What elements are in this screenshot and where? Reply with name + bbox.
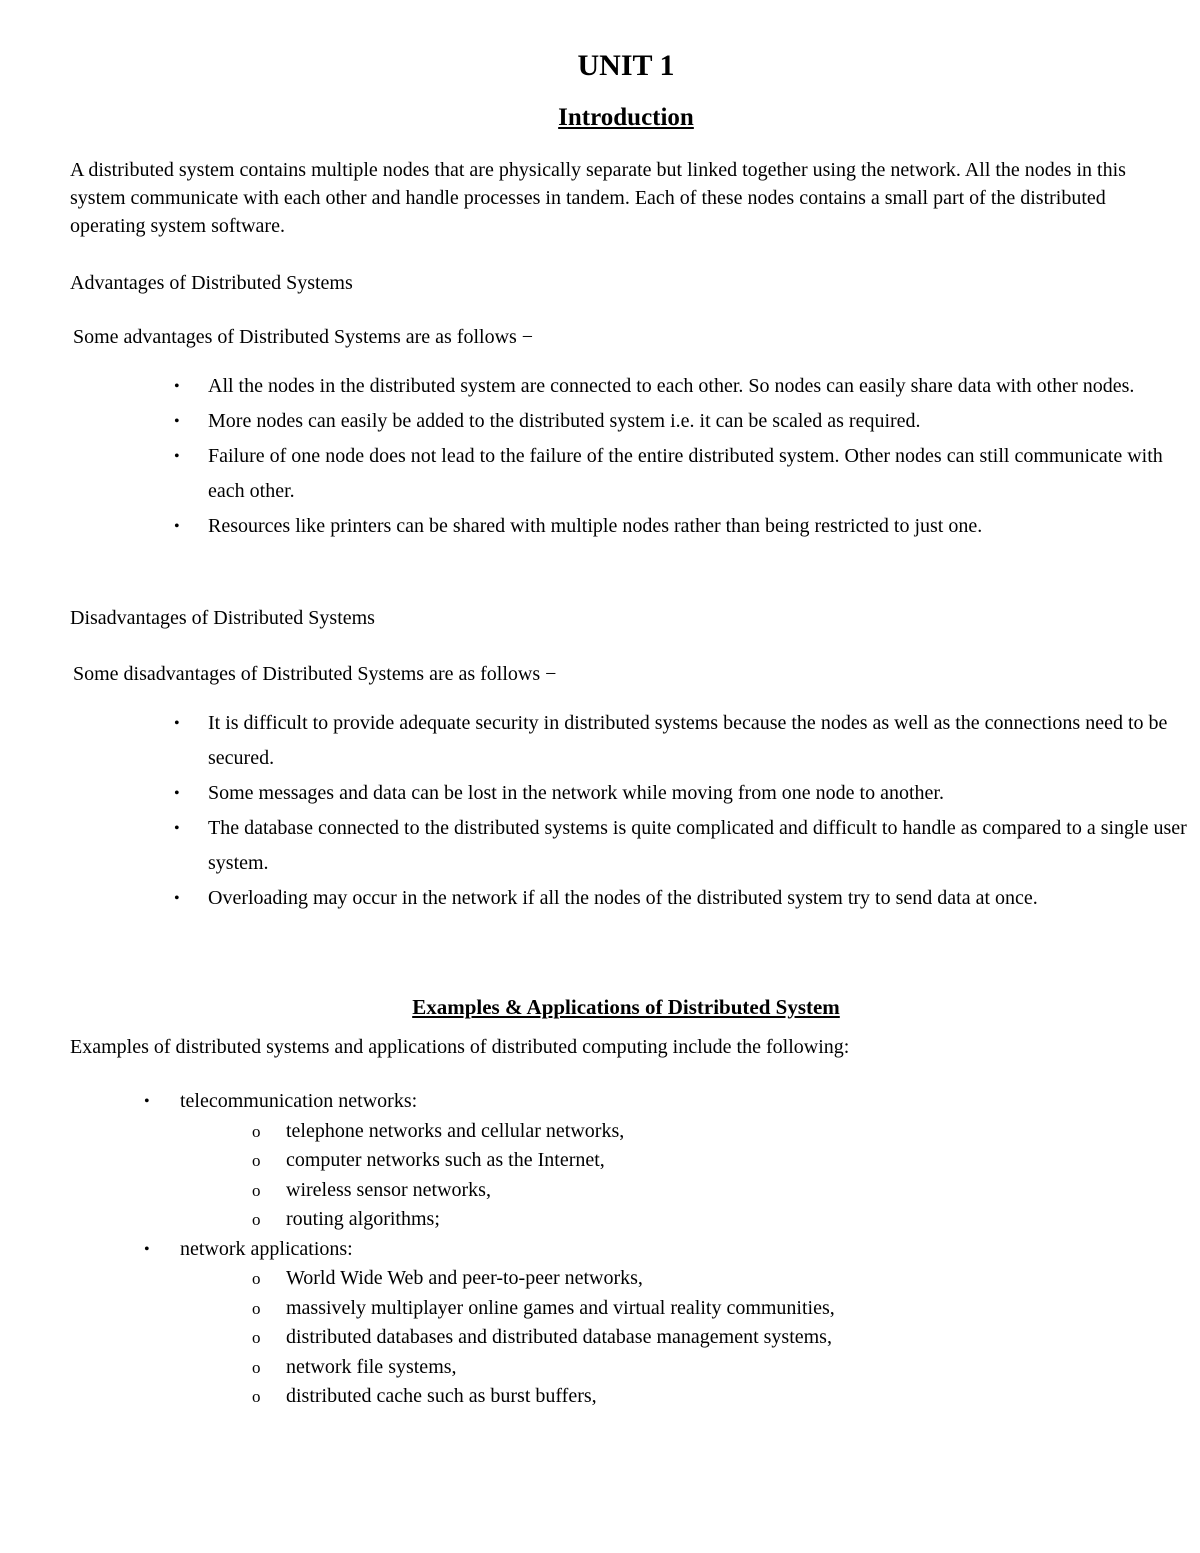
examples-lead: Examples of distributed systems and applications of distributed computing include the following:: [70, 1036, 850, 1058]
circle-bullet-icon: o: [252, 1357, 261, 1377]
sub-list-item: o routing algorithms;: [286, 1205, 1160, 1235]
circle-bullet-icon: o: [252, 1210, 261, 1229]
unit-title: UNIT 1: [577, 49, 675, 82]
group-label: telecommunication networks:: [180, 1090, 418, 1112]
sub-list-item: o distributed cache such as burst buffers,: [286, 1382, 1160, 1412]
sub-list: [180, 1264, 1160, 1412]
list-item: • More nodes can easily be added to the distributed system i.e. it can be scaled as required.: [208, 404, 1188, 439]
sub-list-item: o telephone networks and cellular networks,: [286, 1117, 1160, 1147]
circle-bullet-icon: o: [252, 1151, 261, 1170]
bullet-icon: •: [174, 715, 180, 732]
sub-list-item: o network file systems,: [286, 1353, 1160, 1383]
bullet-icon: •: [174, 820, 180, 837]
sub-list: [180, 1117, 1160, 1235]
bullet-icon: •: [144, 1093, 150, 1110]
list-item: • The database connected to the distributed systems is quite complicated and difficult to handle as compared to a single user system.: [208, 811, 1188, 881]
advantages-list: [174, 369, 1188, 544]
bullet-icon: •: [174, 448, 180, 465]
bullet-icon: •: [174, 518, 180, 535]
group-label: network applications:: [180, 1237, 353, 1260]
advantages-heading: Advantages of Distributed Systems: [70, 272, 353, 294]
sub-list-item: o distributed databases and distributed database management systems,: [286, 1323, 1160, 1353]
sub-list-item: o World Wide Web and peer-to-peer networks,: [286, 1264, 1160, 1294]
bullet-icon: •: [174, 378, 180, 395]
circle-bullet-icon: o: [252, 1328, 261, 1347]
advantages-lead: Some advantages of Distributed Systems are as follows −: [73, 326, 534, 348]
disadvantages-lead: Some disadvantages of Distributed Systems are as follows −: [73, 663, 557, 685]
circle-bullet-icon: o: [252, 1298, 261, 1318]
list-item: [144, 1235, 1160, 1412]
examples-heading: Examples & Applications of Distributed System: [412, 995, 840, 1019]
bullet-icon: •: [144, 1240, 150, 1258]
list-item: • All the nodes in the distributed system are connected to each other. So nodes can easily share data with other nodes.: [208, 369, 1188, 404]
circle-bullet-icon: o: [252, 1121, 261, 1141]
bullet-icon: •: [174, 413, 180, 430]
introduction-heading: Introduction: [558, 104, 694, 131]
intro-paragraph: A distributed system contains multiple nodes that are physically separate but linked together using the network. All the nodes in this system communicate with each other and handle processes in tandem. Each of these nodes contains a small part of the distributed operating system software.: [70, 159, 1126, 237]
list-item: • Overloading may occur in the network if all the nodes of the distributed system try to send data at once.: [208, 881, 1188, 916]
sub-list-item: o computer networks such as the Internet,: [286, 1146, 1160, 1176]
disadvantages-heading: Disadvantages of Distributed Systems: [70, 607, 375, 629]
circle-bullet-icon: o: [252, 1387, 261, 1406]
bullet-icon: •: [174, 890, 180, 907]
list-item: • Some messages and data can be lost in the network while moving from one node to another.: [208, 776, 1188, 811]
circle-bullet-icon: o: [252, 1269, 261, 1288]
circle-bullet-icon: o: [252, 1180, 261, 1200]
list-item: • Failure of one node does not lead to the failure of the entire distributed system. Other nodes can still communicate with each other.: [208, 439, 1188, 509]
examples-list: [144, 1087, 1160, 1412]
sub-list-item: o wireless sensor networks,: [286, 1176, 1160, 1206]
bullet-icon: •: [174, 785, 180, 802]
sub-list-item: o massively multiplayer online games and virtual reality communities,: [286, 1294, 1160, 1324]
disadvantages-list: [174, 706, 1188, 916]
list-item: • Resources like printers can be shared with multiple nodes rather than being restricted to just one.: [208, 509, 1188, 544]
list-item: • It is difficult to provide adequate security in distributed systems because the nodes as well as the connections need to be secured.: [208, 706, 1188, 776]
list-item: [144, 1087, 1160, 1235]
